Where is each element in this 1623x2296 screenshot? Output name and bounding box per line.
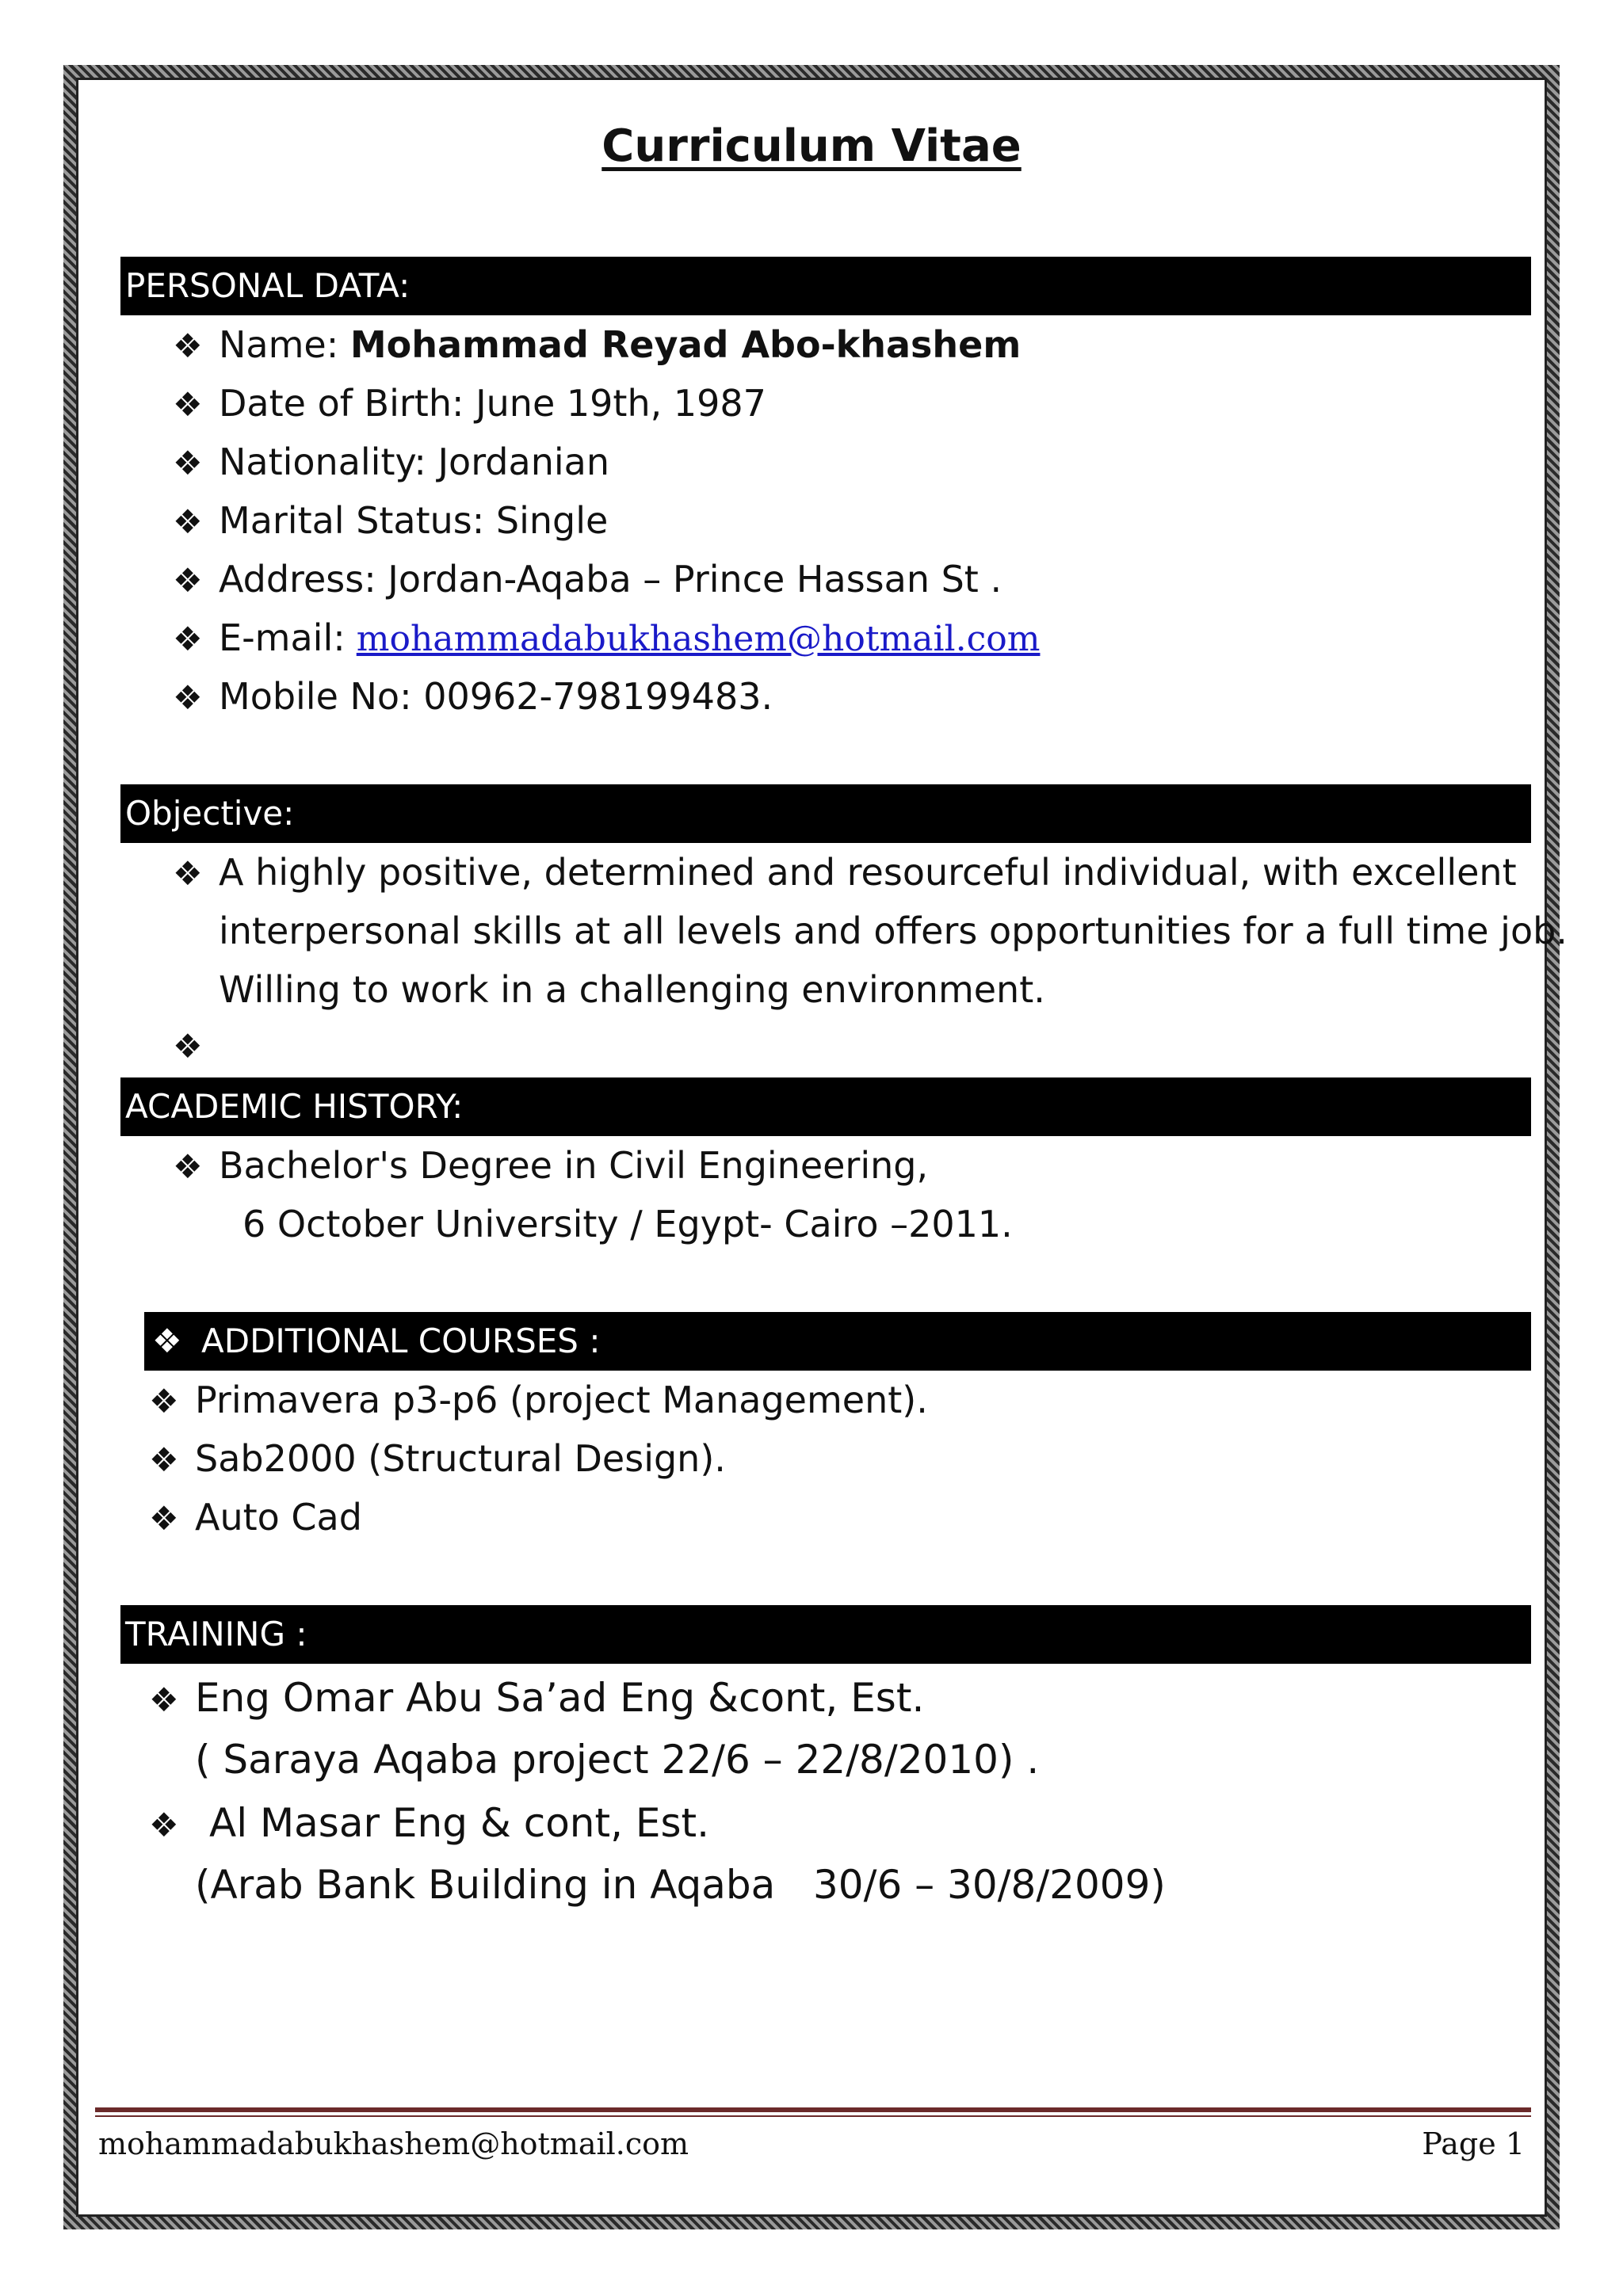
training-item: Eng Omar Abu Sa’ad Eng &cont, Est. bbox=[195, 1675, 925, 1721]
list-item bbox=[173, 1016, 219, 1076]
objective-heading bbox=[120, 784, 1531, 843]
list-item bbox=[173, 433, 609, 493]
list-item bbox=[149, 1371, 928, 1431]
footer-email: mohammadabukhashem@hotmail.com bbox=[98, 2126, 689, 2161]
training-heading-label: TRAINING : bbox=[125, 1615, 307, 1653]
training-detail: ( Saraya Aqaba project 22/6 – 22/8/2010) . bbox=[195, 1737, 1040, 1783]
list-item bbox=[173, 667, 773, 727]
date-of-birth: Date of Birth: June 19th, 1987 bbox=[219, 382, 766, 425]
diamond-bullet-icon: ❖ bbox=[149, 1680, 179, 1719]
diamond-bullet-icon: ❖ bbox=[173, 444, 203, 482]
diamond-bullet-icon: ❖ bbox=[149, 1499, 179, 1538]
list-item bbox=[149, 1488, 362, 1548]
list-item bbox=[149, 1794, 709, 1855]
diamond-bullet-icon: ❖ bbox=[149, 1382, 179, 1421]
list-item bbox=[173, 1136, 928, 1196]
degree: Bachelor's Degree in Civil Engineering, bbox=[219, 1144, 929, 1187]
university: 6 October University / Egypt- Cairo –2011. bbox=[242, 1203, 1013, 1245]
list-item bbox=[173, 491, 608, 551]
diamond-bullet-icon: ❖ bbox=[173, 326, 203, 365]
diamond-bullet-icon: ❖ bbox=[149, 1440, 179, 1479]
diamond-bullet-icon: ❖ bbox=[173, 502, 203, 541]
diamond-bullet-icon: ❖ bbox=[173, 678, 203, 717]
diamond-bullet-icon: ❖ bbox=[173, 385, 203, 424]
diamond-bullet-icon: ❖ bbox=[152, 1322, 182, 1360]
course-item: Sab2000 (Structural Design). bbox=[195, 1437, 726, 1480]
name-label: Name: bbox=[219, 323, 339, 366]
list-item bbox=[173, 315, 1021, 376]
footer-divider-thin bbox=[95, 2115, 1531, 2117]
objective-heading-label: Objective: bbox=[125, 794, 295, 833]
personal-data-heading bbox=[120, 257, 1531, 315]
nationality: Nationality: Jordanian bbox=[219, 441, 609, 483]
academic-history-heading-label: ACADEMIC HISTORY: bbox=[125, 1087, 464, 1126]
training-item: Al Masar Eng & cont, Est. bbox=[209, 1800, 710, 1846]
diamond-bullet-icon: ❖ bbox=[173, 854, 203, 893]
objective-line: Willing to work in a challenging environment. bbox=[219, 968, 1045, 1011]
list-item bbox=[173, 608, 1040, 669]
diamond-bullet-icon: ❖ bbox=[149, 1806, 179, 1844]
academic-history-heading bbox=[120, 1077, 1531, 1136]
list-item bbox=[173, 843, 1517, 903]
diamond-bullet-icon: ❖ bbox=[173, 1147, 203, 1186]
additional-courses-heading-label: ADDITIONAL COURSES : bbox=[201, 1322, 601, 1360]
marital-status: Marital Status: Single bbox=[219, 499, 609, 542]
course-item: Auto Cad bbox=[195, 1496, 362, 1539]
objective-line: interpersonal skills at all levels and offers opportunities for a full time job. bbox=[219, 910, 1568, 952]
diamond-bullet-icon: ❖ bbox=[173, 620, 203, 658]
address: Address: Jordan-Aqaba – Prince Hassan St . bbox=[219, 558, 1002, 601]
course-item: Primavera p3-p6 (project Management). bbox=[195, 1379, 928, 1421]
mobile-number: Mobile No: 00962-798199483. bbox=[219, 675, 773, 718]
diamond-bullet-icon: ❖ bbox=[173, 561, 203, 600]
list-item bbox=[173, 374, 766, 434]
list-item bbox=[149, 1429, 726, 1489]
footer-divider bbox=[95, 2107, 1531, 2112]
name-value: Mohammad Reyad Abo-khashem bbox=[349, 323, 1022, 366]
page-title: Curriculum Vitae bbox=[601, 120, 1022, 172]
personal-data-heading-label: PERSONAL DATA: bbox=[125, 266, 411, 305]
additional-courses-heading bbox=[144, 1312, 1531, 1371]
training-heading bbox=[120, 1605, 1531, 1664]
diamond-bullet-icon: ❖ bbox=[173, 1027, 203, 1066]
email-label: E-mail: bbox=[219, 616, 346, 659]
list-item bbox=[149, 1669, 924, 1730]
training-detail: (Arab Bank Building in Aqaba 30/6 – 30/8/2009) bbox=[195, 1862, 1166, 1908]
objective-line: A highly positive, determined and resourceful individual, with excellent bbox=[219, 851, 1517, 894]
email-link[interactable]: mohammadabukhashem@hotmail.com bbox=[356, 619, 1041, 659]
list-item bbox=[173, 550, 1002, 610]
page-number: Page 1 bbox=[1422, 2126, 1525, 2161]
